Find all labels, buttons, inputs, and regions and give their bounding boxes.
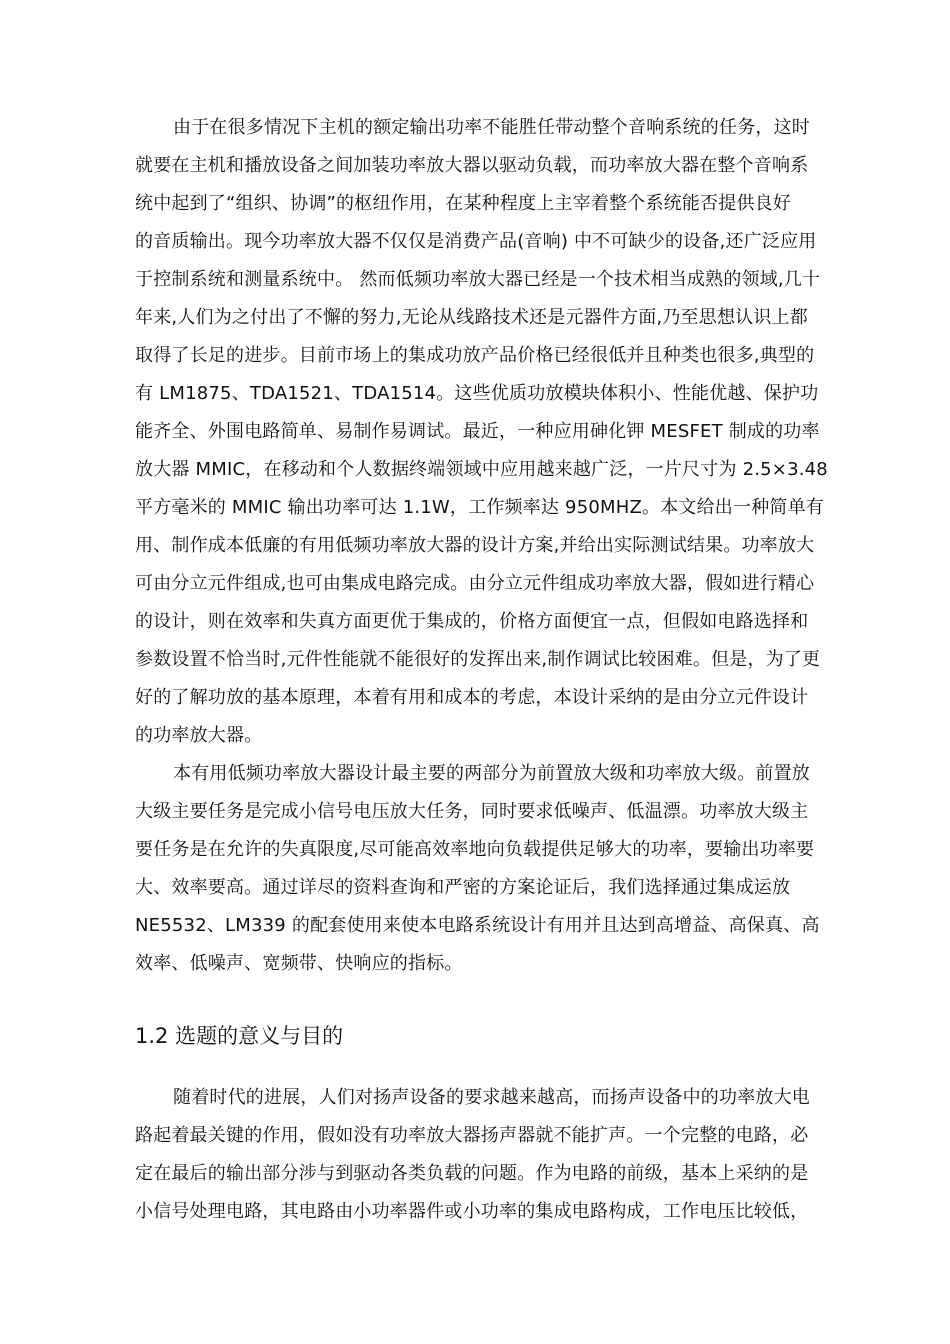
paragraph-line: 可由分立元件组成,也可由集成电路完成。由分立元件组成功率放大器，假如进行精心	[135, 573, 815, 594]
paragraph-line: 大级主要任务是完成小信号电压放大任务，同时要求低噪声、低温漂。功率放大级主	[135, 801, 809, 822]
paragraph-line: 效率、低噪声、宽频带、快响应的指标。	[135, 953, 463, 974]
paragraph-line: 定在最后的输出部分涉与到驱动各类负载的问题。作为电路的前级，基本上采纳的是	[135, 1163, 809, 1184]
paragraph-line: 的设计，则在效率和失真方面更优于集成的，价格方面便宜一点，但假如电路选择和	[135, 611, 809, 632]
paragraph-line: 本有用低频功率放大器设计最主要的两部分为前置放大级和功率放大级。前置放	[173, 763, 810, 784]
paragraph-line: 的音质输出。现今功率放大器不仅仅是消费产品(音响) 中不可缺少的设备,还广泛应用	[135, 231, 817, 252]
paragraph-line: 平方毫米的 MMIC 输出功率可达 1.1W，工作频率达 950MHZ。本文给出一种简单有	[135, 497, 824, 518]
paragraph-line: 要任务是在允许的失真限度,尽可能高效率地向负载提供足够大的功率，要输出功率要	[135, 839, 815, 860]
paragraph-line: 的功率放大器。	[135, 725, 263, 746]
paragraph-line: 由于在很多情况下主机的额定输出功率不能胜任带动整个音响系统的任务，这时	[173, 117, 810, 138]
paragraph-line: 大、效率要高。通过详尽的资料查询和严密的方案论证后，我们选择通过集成运放	[135, 877, 791, 898]
paragraph-line: 能齐全、外围电路简单、易制作易调试。最近，一种应用砷化钾 MESFET 制成的功率	[135, 421, 820, 442]
paragraph-line: 小信号处理电路，其电路由小功率器件或小功率的集成电路构成，工作电压比较低，	[135, 1201, 809, 1222]
paragraph-line: 统中起到了“组织、协调”的枢纽作用，在某种程度上主宰着整个系统能否提供良好	[135, 193, 792, 214]
paragraph-line: 年来,人们为之付出了不懈的努力,无论从线路技术还是元器件方面,乃至思想认识上都	[135, 307, 808, 328]
paragraph-line: 好的了解功放的基本原理，本着有用和成本的考虑，本设计采纳的是由分立元件设计	[135, 687, 809, 708]
paragraph-line: 随着时代的进展，人们对扬声设备的要求越来越高，而扬声设备中的功率放大电	[173, 1087, 810, 1108]
section-heading: 1.2 选题的意义与目的	[135, 1024, 344, 1048]
paragraph-line: NE5532、LM339 的配套使用来使本电路系统设计有用并且达到高增益、高保真、高	[135, 915, 820, 936]
paragraph-line: 参数设置不恰当时,元件性能就不能很好的发挥出来,制作调试比较困难。但是，为了更	[135, 649, 821, 670]
paragraph-line: 放大器 MMIC，在移动和个人数据终端领域中应用越来越广泛，一片尺寸为 2.5×3.48	[135, 459, 828, 480]
paragraph-line: 于控制系统和测量系统中。 然而低频功率放大器已经是一个技术相当成熟的领域,几十	[135, 269, 821, 290]
paragraph-line: 有 LM1875、TDA1521、TDA1514。这些优质功放模块体积小、性能优越、保护功	[135, 383, 819, 404]
paragraph-line: 就要在主机和播放设备之间加装功率放大器以驱动负载，而功率放大器在整个音响系	[135, 155, 809, 176]
paragraph-line: 取得了长足的进步。目前市场上的集成功放产品价格已经很低并且种类也很多,典型的	[135, 345, 815, 366]
paragraph-line: 用、制作成本低廉的有用低频功率放大器的设计方案,并给出实际测试结果。功率放大	[135, 535, 815, 556]
paragraph-line: 路起着最关键的作用，假如没有功率放大器扬声器就不能扩声。一个完整的电路，必	[135, 1125, 809, 1146]
